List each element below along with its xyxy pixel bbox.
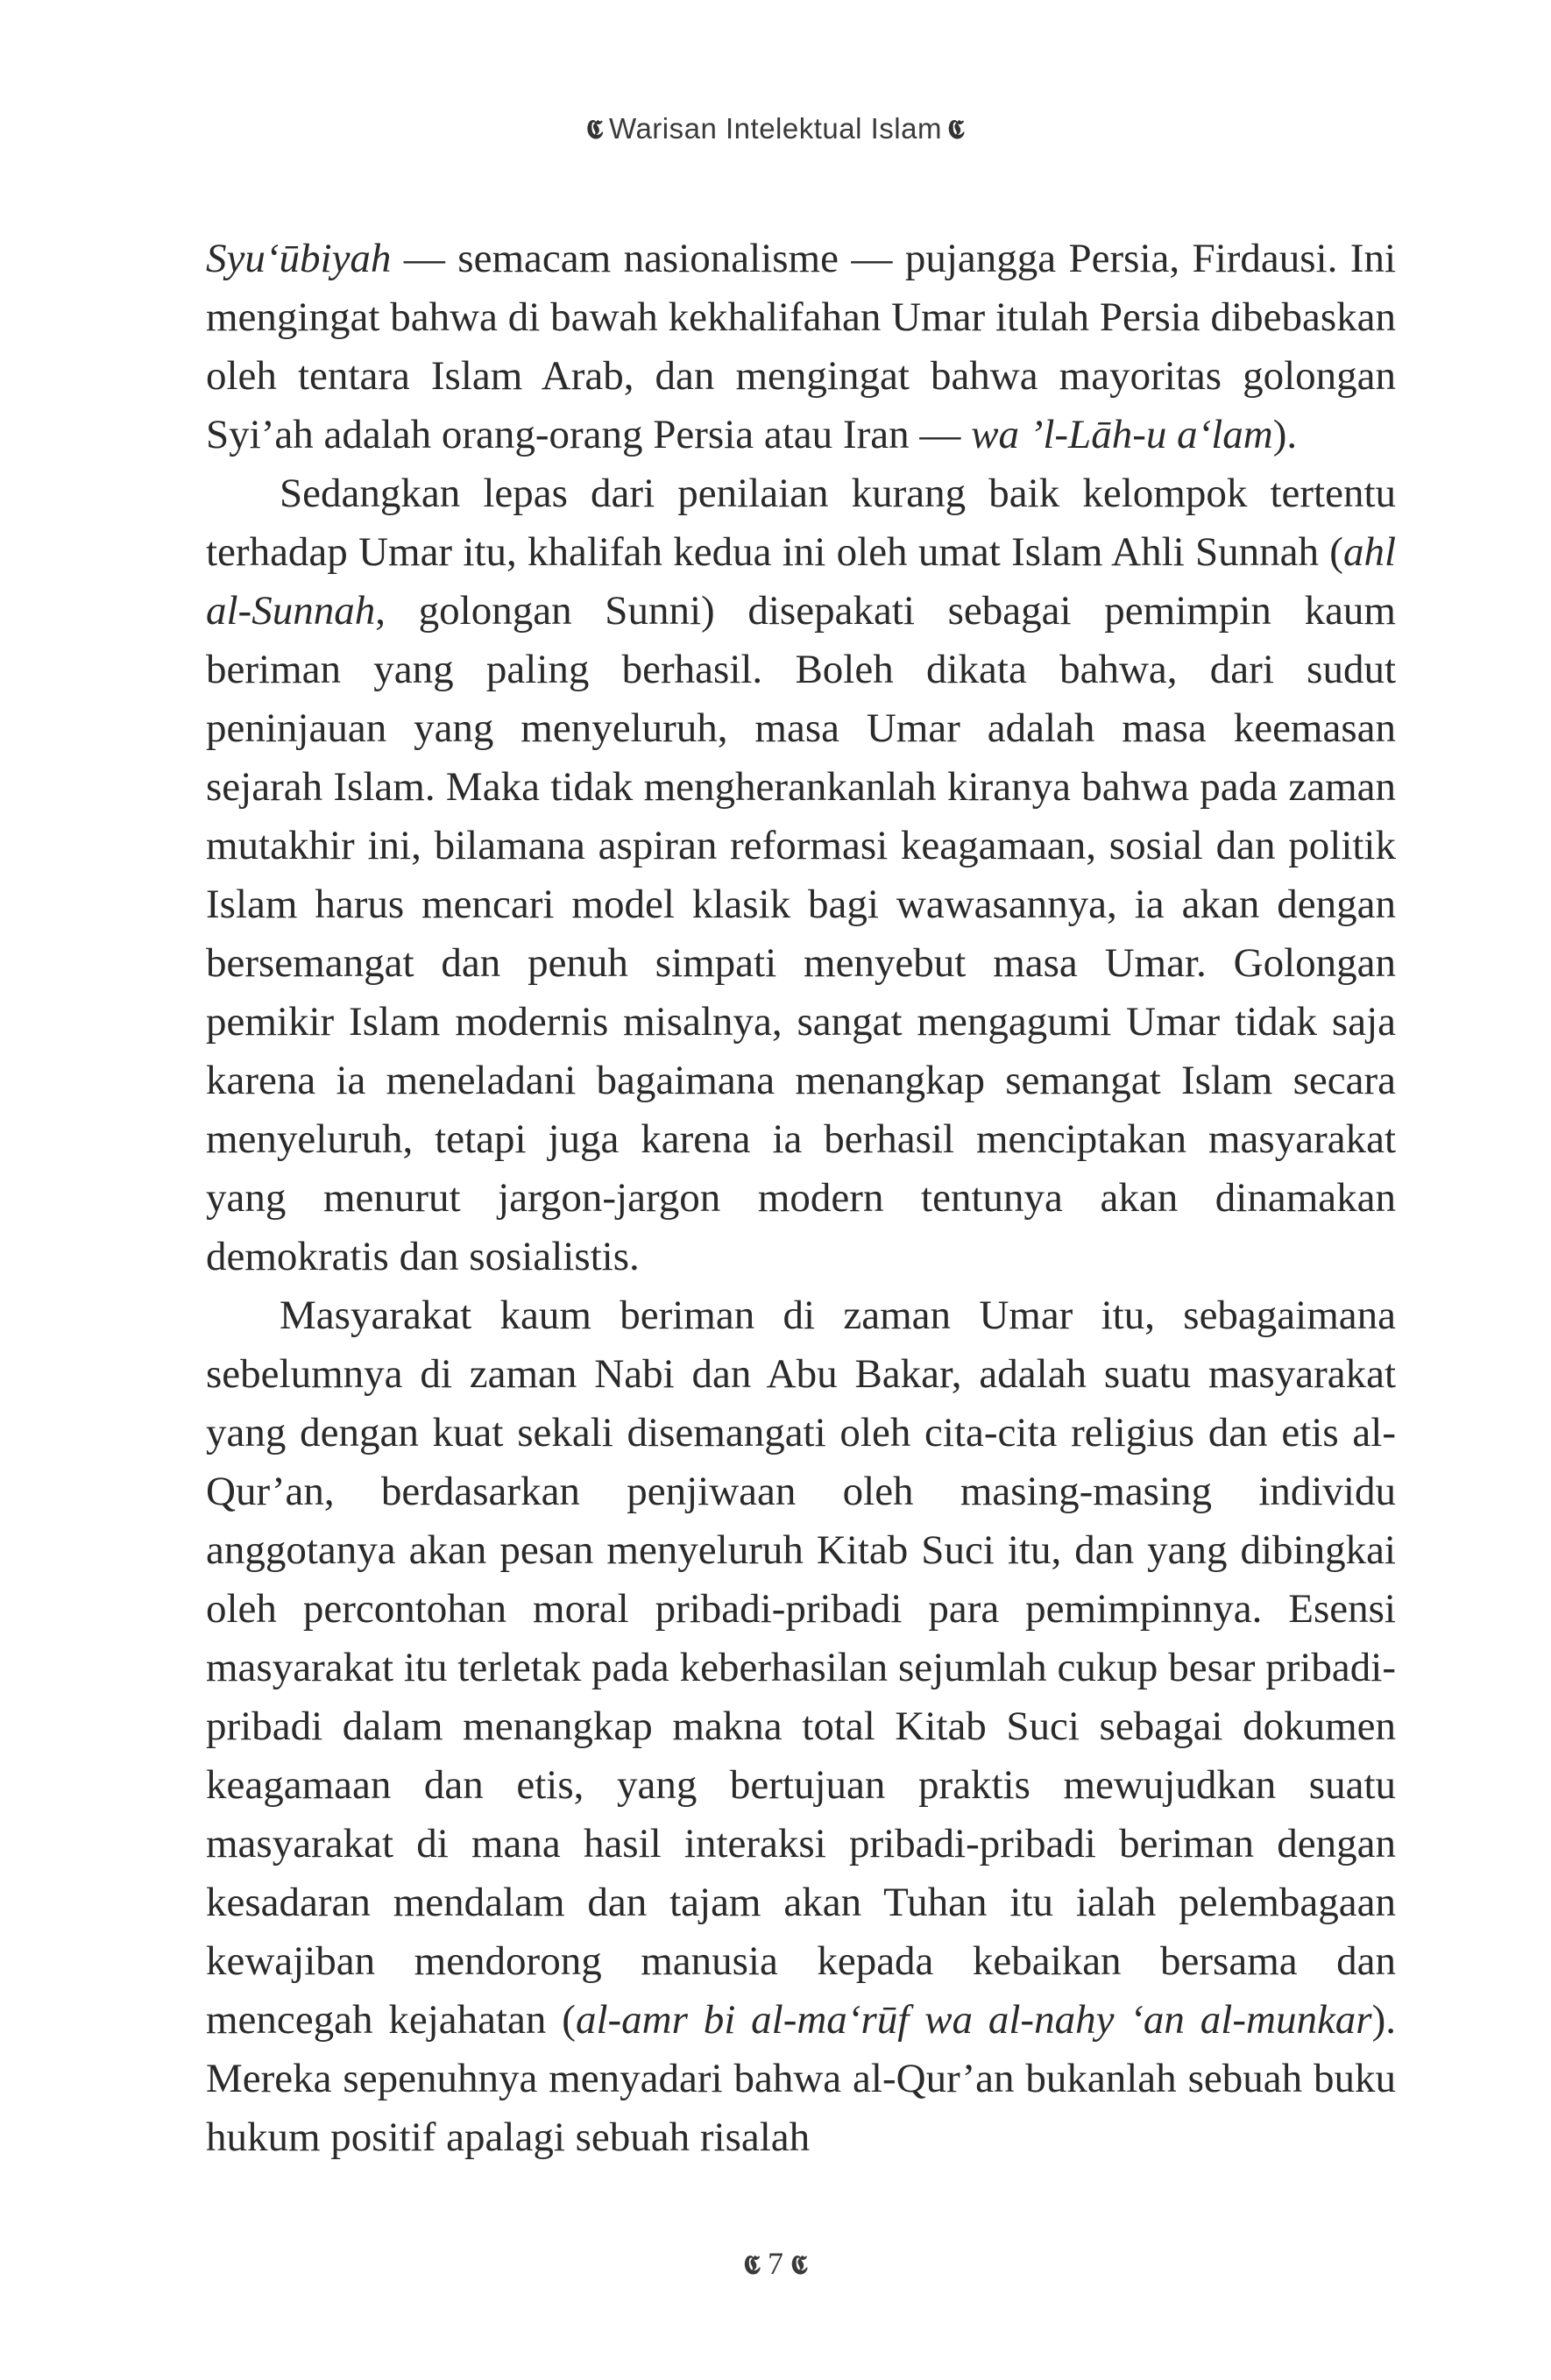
body-text <box>206 230 1396 2167</box>
ornament-left-icon: 𝕮 <box>585 115 605 145</box>
paragraph-1 <box>206 230 1396 464</box>
text-segment: wa ’l-Lāh-u a‘lam <box>971 412 1273 457</box>
text-segment: , golongan Sunni) disepakati sebagai pemimpin kaum beriman yang paling berhasil. Boleh dikata bahwa, dari sudut peninjauan yang menyeluruh, masa Umar adalah masa keemasan sejarah Islam. Maka tidak mengherankanlah kiranya bahwa pada zaman mutakhir ini, bilamana aspiran reformasi keagamaan, sosial dan politik Islam harus mencari model klasik bagi wawasannya, ia akan dengan bersemangat dan penuh simpati menyebut masa Umar. Golongan pemikir Islam modernis misalnya, sangat mengagumi Umar tidak saja karena ia meneladani bagaimana menangkap semangat Islam secara menyeluruh, tetapi juga karena ia berhasil menciptakan masyarakat yang menurut jargon-jargon modern tentunya akan dinamakan demokratis dan sosialistis. <box>206 588 1396 1279</box>
text-segment: ahl al-Sunnah <box>206 529 1396 634</box>
ornament-right-icon: 𝕮 <box>946 115 966 145</box>
text-segment: al-amr bi al-ma‘rūf wa al-nahy ‘an al-munkar <box>575 1997 1372 2043</box>
text-segment: Sedangkan lepas dari penilaian kurang baik kelompok tertentu terhadap Umar itu, khalifah kedua ini oleh umat Islam Ahli Sunnah ( <box>206 471 1396 575</box>
page-number: 7 <box>768 2246 783 2281</box>
paragraph-2 <box>206 464 1396 1286</box>
text-segment: — semacam nasionalisme — pujangga Persia, Firdausi. Ini mengingat bahwa di bawah kekhalifahan Umar itulah Persia dibebaskan oleh tentara Islam Arab, dan mengingat bahwa mayoritas golongan Syi’ah adalah orang-orang Persia atau Iran — <box>206 236 1396 457</box>
page-footer <box>0 2245 1551 2282</box>
text-segment: Masyarakat kaum beriman di zaman Umar itu, sebagaimana sebelumnya di zaman Nabi dan Abu Bakar, adalah suatu masyarakat yang dengan kuat sekali disemangati oleh cita-cita religius dan etis al-Qur’an, berdasarkan penjiwaan oleh masing-masing individu anggotanya akan pesan menyeluruh Kitab Suci itu, dan yang dibingkai oleh percontohan moral pribadi-pribadi para pemimpinnya. Esensi masyarakat itu terletak pada keberhasilan sejumlah cukup besar pribadi-pribadi dalam menangkap makna total Kitab Suci sebagai dokumen keagamaan dan etis, yang bertujuan praktis mewujudkan suatu masyarakat di mana hasil interaksi pribadi-pribadi beriman dengan kesadaran mendalam dan tajam akan Tuhan itu ialah pelembagaan kewajiban mendorong manusia kepada kebaikan bersama dan mencegah kejahatan ( <box>206 1293 1396 2043</box>
book-title: Warisan Intelektual Islam <box>609 112 942 145</box>
running-header <box>0 112 1551 145</box>
ornament-left-icon: 𝕮 <box>743 2250 761 2281</box>
ornament-right-icon: 𝕮 <box>790 2250 808 2281</box>
text-segment: Syu‘ūbiyah <box>206 236 392 281</box>
text-segment: ). <box>1272 412 1298 457</box>
paragraph-3 <box>206 1286 1396 2167</box>
text-segment: ). Mereka sepenuhnya menyadari bahwa al-Qur’an bukanlah sebuah buku hukum positif apalagi sebuah risalah <box>206 1997 1397 2160</box>
